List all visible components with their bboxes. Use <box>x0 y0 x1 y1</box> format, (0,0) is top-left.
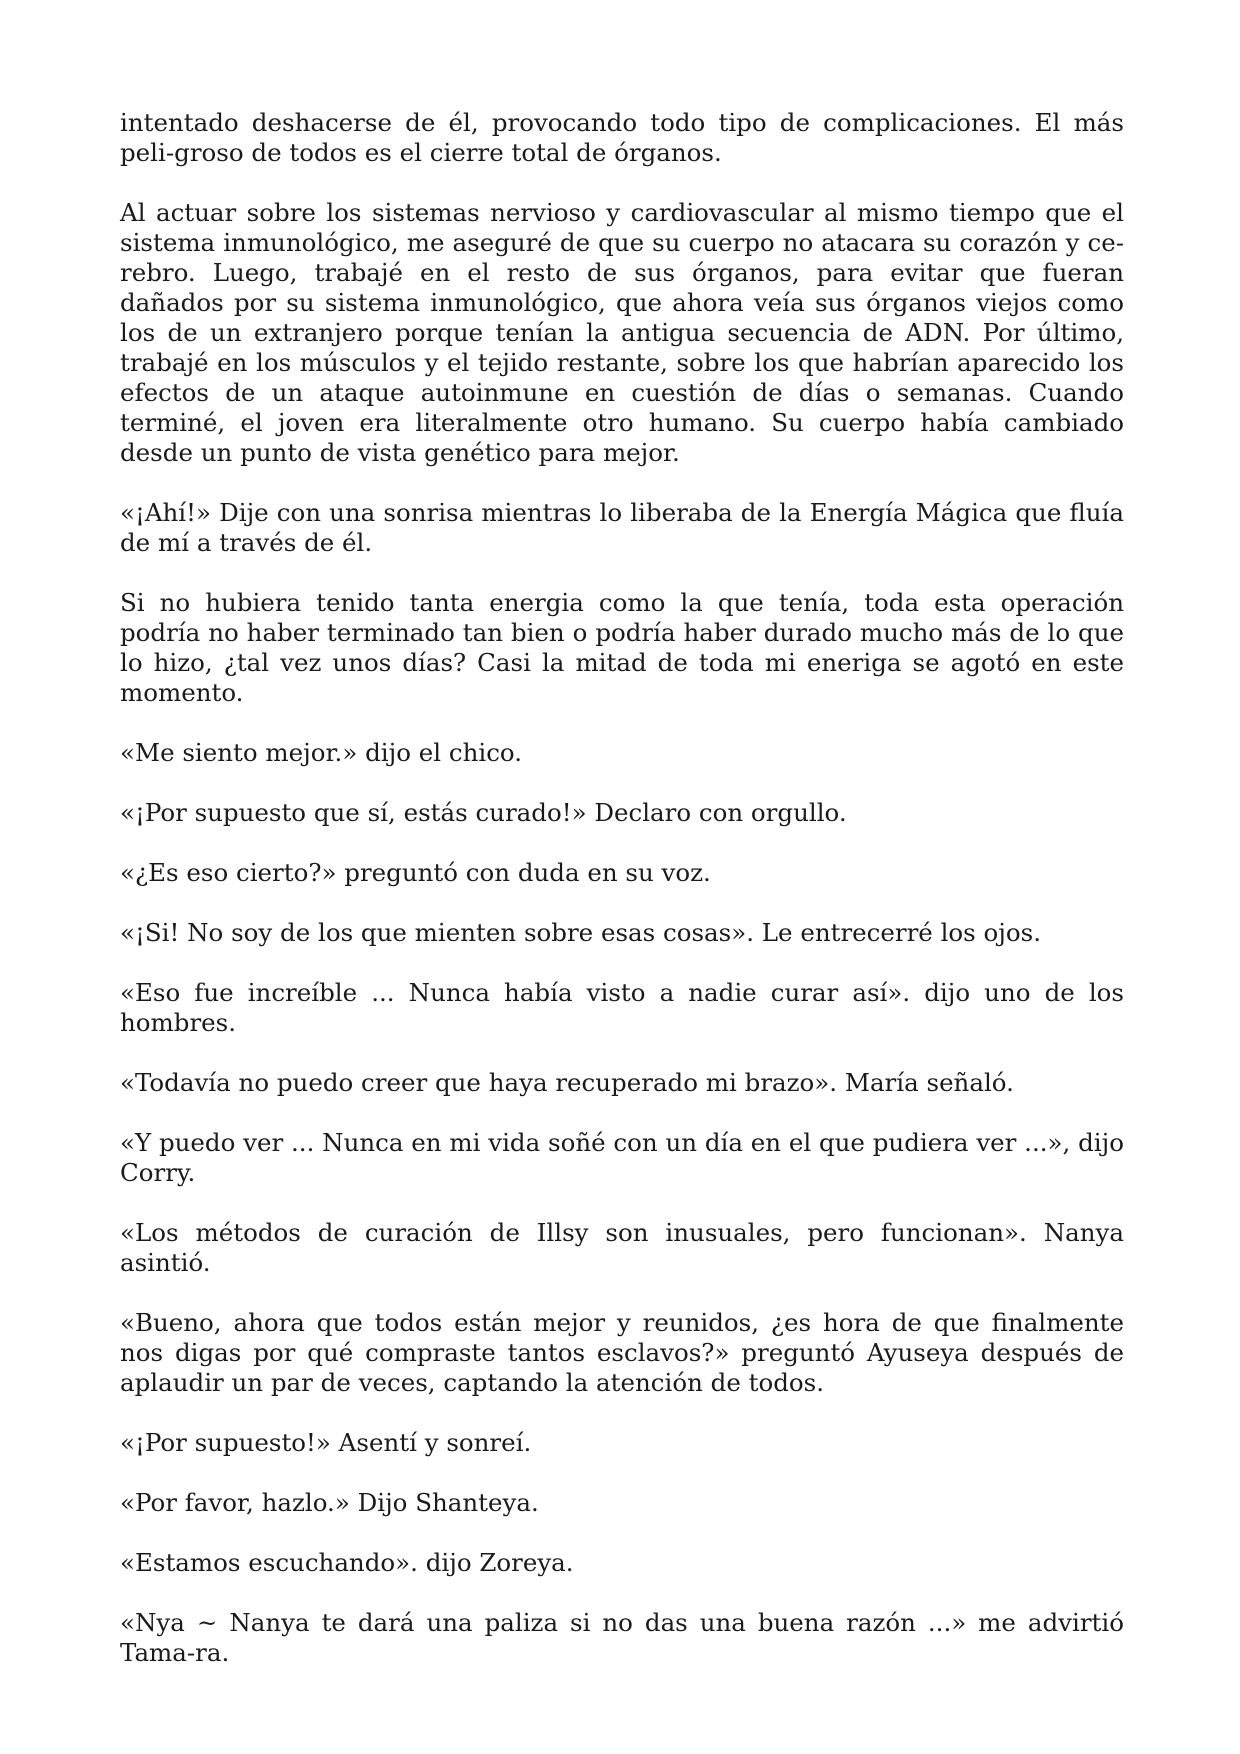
paragraph: Al actuar sobre los sistemas nervioso y cardiovascular al mismo tiempo que el sistema inmunológico, me aseguré de que su cuerpo no atacara su corazón y ce-rebro. Luego, trabajé en el resto de sus órganos, para evitar que fueran dañados por su sistema inmunológico, que ahora veía sus órganos viejos como los de un extranjero porque tenían la antigua secuencia de ADN. Por último, trabajé en los músculos y el tejido restante, sobre los que habrían aparecido los efectos de un ataque autoinmune en cuestión de días o semanas. Cuando terminé, el joven era literalmente otro humano. Su cuerpo había cambiado desde un punto de vista genético para mejor. <box>120 198 1124 467</box>
paragraph: «Estamos escuchando». dijo Zoreya. <box>120 1548 574 1577</box>
paragraph: «Y puedo ver ... Nunca en mi vida soñé con un día en el que pudiera ver ...», dijo Corry. <box>120 1128 1124 1187</box>
paragraph: «Eso fue increíble ... Nunca había visto a nadie curar así». dijo uno de los hombres. <box>120 978 1124 1037</box>
paragraph: «Nya ~ Nanya te dará una paliza si no das una buena razón ...» me advirtió Tama-ra. <box>120 1608 1124 1667</box>
paragraph: «Me siento mejor.» dijo el chico. <box>120 738 523 767</box>
document-body <box>120 108 1124 1698</box>
paragraph: «¿Es eso cierto?» preguntó con duda en su voz. <box>120 858 711 887</box>
paragraph: «Bueno, ahora que todos están mejor y reunidos, ¿es hora de que finalmente nos digas por qué compraste tantos esclavos?» preguntó Ayuseya después de aplaudir un par de veces, captando la atención de todos. <box>120 1308 1124 1397</box>
paragraph: «Todavía no puedo creer que haya recuperado mi brazo». María señaló. <box>120 1068 1014 1097</box>
paragraph: Si no hubiera tenido tanta energia como la que tenía, toda esta operación podría no haber terminado tan bien o podría haber durado mucho más de lo que lo hizo, ¿tal vez unos días? Casi la mitad de toda mi eneriga se agotó en este momento. <box>120 588 1124 707</box>
paragraph: «Por favor, hazlo.» Dijo Shanteya. <box>120 1488 539 1517</box>
paragraph: intentado deshacerse de él, provocando todo tipo de complicaciones. El más peli-groso de todos es el cierre total de órganos. <box>120 108 1124 167</box>
paragraph: «¡Ahí!» Dije con una sonrisa mientras lo liberaba de la Energía Mágica que fluía de mí a través de él. <box>120 498 1124 557</box>
paragraph: «¡Por supuesto!» Asentí y sonreí. <box>120 1428 532 1457</box>
paragraph: «¡Si! No soy de los que mienten sobre esas cosas». Le entrecerré los ojos. <box>120 918 1041 947</box>
paragraph: «¡Por supuesto que sí, estás curado!» Declaro con orgullo. <box>120 798 847 827</box>
paragraph: «Los métodos de curación de Illsy son inusuales, pero funcionan». Nanya asintió. <box>120 1218 1124 1277</box>
